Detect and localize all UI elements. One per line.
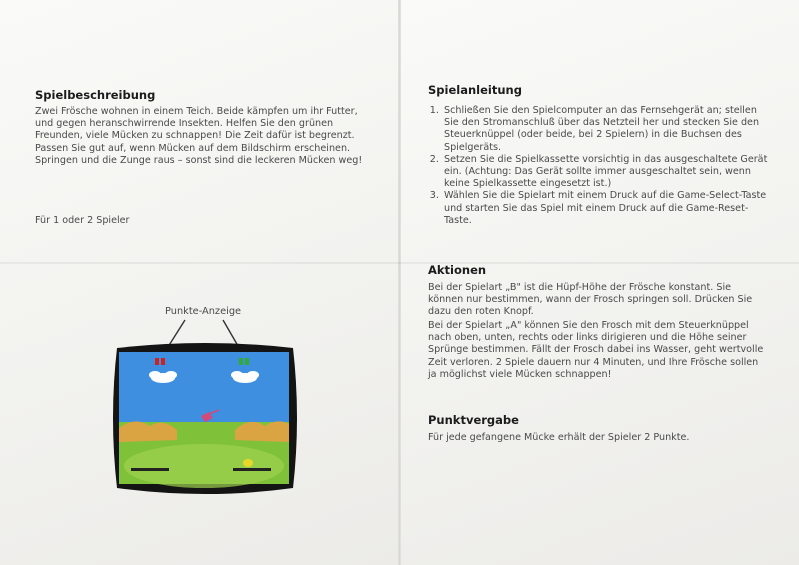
score-display-label: Punkte-Anzeige <box>165 306 242 317</box>
actions-heading: Aktionen <box>428 263 487 277</box>
instruction-step: 3. Wählen Sie die Spielart mit einem Druck auf die Game-Select-Taste und starten Sie das Spiel mit einem Druck auf die Game-Reset-Taste. <box>442 190 768 227</box>
page-fold <box>398 0 401 565</box>
instructions-heading: Spielanleitung <box>428 83 522 97</box>
screen <box>119 352 289 488</box>
instructions-list <box>428 105 768 227</box>
game-screen-illustration <box>105 318 305 503</box>
game-description-text: Zwei Frösche wohnen in einem Teich. Beide kämpfen um ihr Futter, und gegen heranschwirrende Insekten. Helfen Sie den grünen Freunden, viele Mücken zu schnappen! Die Zeit dafür ist begrenzt. Passen Sie gut auf, wenn Mücken auf dem Bildschirm erscheinen. Springen und die Zunge raus – sonst sind die leckeren Mücken weg! <box>35 106 363 166</box>
scoring-heading: Punktvergabe <box>428 413 519 427</box>
instruction-step: 1. Schließen Sie den Spielcomputer an das Fernsehgerät an; stellen Sie den Stromanschluß über das Netzteil her und stecken Sie den Steuerknüppel (oder beide, bei 2 Spielern) in die Buchsen des Spielgeräts. <box>442 105 768 154</box>
players-info: Für 1 oder 2 Spieler <box>35 215 130 226</box>
instruction-step: 2. Setzen Sie die Spielkassette vorsichtig in das ausgeschaltete Gerät ein. (Achtung: Das Gerät sollte immer ausgeschaltet sein, wenn keine Spielkassette eingesetzt ist.) <box>442 154 768 191</box>
actions-paragraph-1: Bei der Spielart „B" ist die Hüpf-Höhe der Frösche konstant. Sie können nur bestimmen, wann der Frosch springen soll. Drücken Sie dazu den roten Knopf. <box>428 282 753 318</box>
lily-pad-right <box>233 468 271 471</box>
game-description-heading: Spielbeschreibung <box>35 88 156 102</box>
lily-pad-left <box>131 468 169 471</box>
scoring-text: Für jede gefangene Mücke erhält der Spieler 2 Punkte. <box>428 432 690 443</box>
paper-crease <box>0 262 799 264</box>
actions-paragraph-2: Bei der Spielart „A" können Sie den Frosch mit dem Steuerknüppel nach oben, unten, rechts oder links dirigieren und die Höhe seiner Sprünge bestimmen. Fällt der Frosch dabei ins Wasser, geht wertvolle Zeit verloren. 2 Spiele dauern nur 4 Minuten, und Ihre Frösche sollen ja möglichst viele Mücken schnappen! <box>428 320 764 380</box>
frog-sitting <box>243 459 253 467</box>
